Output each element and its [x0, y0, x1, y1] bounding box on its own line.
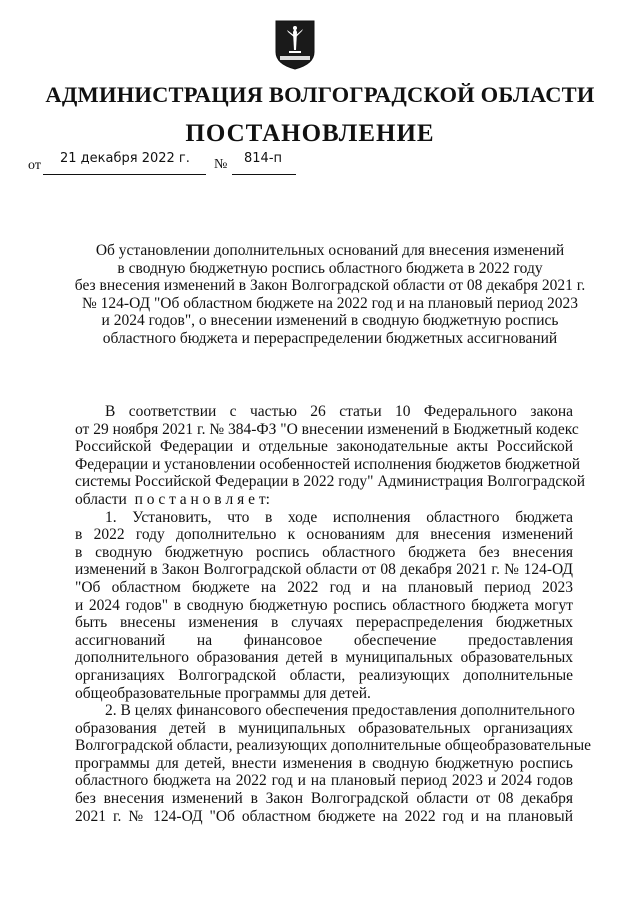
document-date: 21 декабря 2022 г. [60, 151, 190, 166]
number-underline [232, 174, 296, 175]
text-line: программы для детей, внести изменения в сводную бюджетную роспись [75, 754, 573, 772]
text-line: общеобразовательные программы для детей. [75, 684, 371, 702]
subject-line: Об установлении дополнительных оснований для внесения изменений [95, 242, 565, 259]
text-line: 2. В целях финансового обеспечения предоставления дополнительного [105, 702, 575, 720]
document-type: ПОСТАНОВЛЕНИЕ [185, 120, 435, 147]
item-1-paragraph [75, 509, 573, 703]
document-number: 814-п [244, 151, 283, 166]
text-line: Волгоградской области, реализующих дополнительные общеобразовательные [75, 737, 592, 755]
text-line: 1. Установить, что в ходе исполнения областного бюджета [105, 508, 573, 526]
text-line: и 2024 годов" в сводную бюджетную роспись областного бюджета могут [75, 596, 573, 614]
text-line: ассигнований на финансовое обеспечение предоставления [75, 631, 573, 649]
text-line: областного бюджета на 2022 год и на плановый период 2023 и 2024 годов [75, 772, 573, 790]
text-line: дополнительного образования детей в муниципальных образовательных [75, 649, 573, 667]
preamble-paragraph [75, 403, 586, 509]
subject-line: и 2024 годов", о внесении изменений в сводную бюджетную роспись [101, 312, 559, 329]
item-2-paragraph [75, 702, 592, 825]
number-prefix: № [214, 157, 228, 172]
document-subject [60, 242, 600, 347]
date-prefix: от [28, 158, 41, 173]
subject-line: без внесения изменений в Закон Волгоградской области от 08 декабря 2021 г. [74, 277, 586, 294]
text-line: системы Российской Федерации в 2022 году" Администрация Волгоградской [75, 473, 586, 491]
text-line: 2021 г. № 124-ОД "Об областном бюджете на 2022 год и на плановый [75, 807, 573, 825]
coat-of-arms-icon [275, 20, 315, 70]
subject-line: в сводную бюджетную роспись областного бюджета в 2022 году [117, 259, 543, 277]
subject-line: № 124-ОД "Об областном бюджете на 2022 год и на плановый период 2023 [82, 294, 578, 312]
text-line: "Об областном бюджете на 2022 год и на плановый период 2023 [75, 578, 573, 596]
text-line: Федерации и установлении особенностей исполнения бюджетов бюджетной [75, 455, 581, 473]
text-line: В соответствии с частью 26 статьи 10 Федерального закона [105, 403, 573, 420]
text-line: Российской Федерации и отдельные законодательные акты Российской [75, 438, 573, 456]
subject-line: областного бюджета и перераспределении бюджетных ассигнований [102, 329, 558, 347]
text-line: быть внесены изменения в случаях перераспределения бюджетных [75, 614, 573, 632]
text-line: образования детей в муниципальных образовательных организациях [75, 719, 573, 737]
text-line: в сводную бюджетную роспись областного бюджета без внесения [75, 543, 573, 561]
text-line: в 2022 году дополнительно к основаниям для внесения изменений [75, 526, 573, 544]
text-line: от 29 ноября 2021 г. № 384-ФЗ "О внесении изменений в Бюджетный кодекс [75, 420, 579, 438]
text-line: без внесения изменений в Закон Волгоградской области от 08 декабря [75, 790, 573, 808]
text-line: изменений в Закон Волгоградской области от 08 декабря 2021 г. № 124-ОД [75, 561, 573, 579]
text-line: области п о с т а н о в л я е т: [75, 490, 270, 508]
organization-name: АДМИНИСТРАЦИЯ ВОЛГОГРАДСКОЙ ОБЛАСТИ [45, 82, 595, 107]
date-underline [43, 174, 206, 175]
text-line: организациях Волгоградской области, реализующих дополнительные [75, 666, 573, 684]
document-body [75, 403, 592, 825]
